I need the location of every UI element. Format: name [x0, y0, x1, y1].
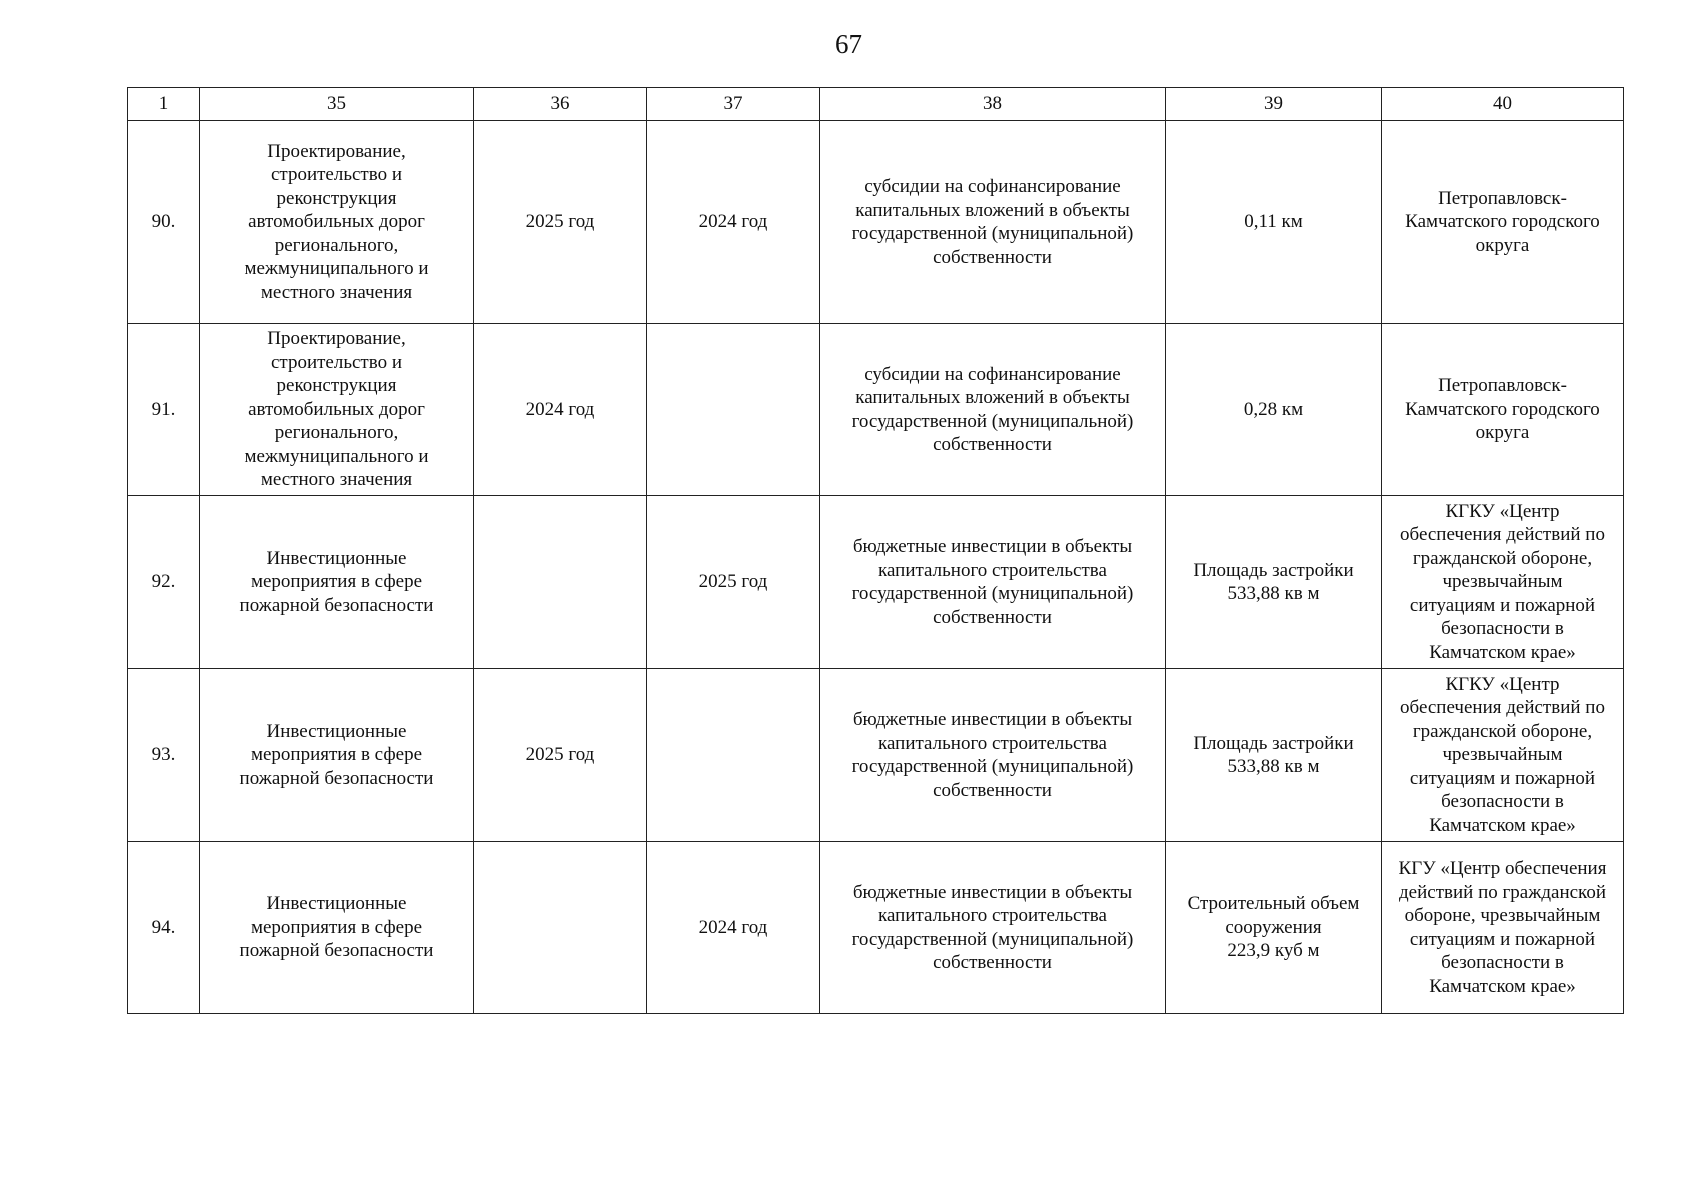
header-col-39: 39: [1166, 88, 1382, 121]
header-col-1: 1: [128, 88, 200, 121]
row-number: 92.: [128, 496, 200, 669]
recipient-cell: КГКУ «Центр обеспечения действий по гражданской обороне, чрезвычайным ситуациям и пожарной безопасности в Камчатском крае»: [1382, 669, 1624, 842]
table-row: [128, 324, 1624, 496]
recipient-cell: КГКУ «Центр обеспечения действий по гражданской обороне, чрезвычайным ситуациям и пожарной безопасности в Камчатском крае»: [1382, 496, 1624, 669]
year-36-cell: [474, 496, 647, 669]
header-col-40: 40: [1382, 88, 1624, 121]
table-row: [128, 121, 1624, 324]
year-37-cell: 2024 год: [647, 121, 820, 324]
year-37-cell: 2025 год: [647, 496, 820, 669]
capacity-cell: Площадь застройки 533,88 кв м: [1166, 669, 1382, 842]
header-col-36: 36: [474, 88, 647, 121]
funding-cell: бюджетные инвестиции в объекты капитального строительства государственной (муниципальной) собственности: [820, 842, 1166, 1014]
recipient-cell: Петропавловск- Камчатского городского округа: [1382, 324, 1624, 496]
recipient-cell: Петропавловск- Камчатского городского округа: [1382, 121, 1624, 324]
row-number: 94.: [128, 842, 200, 1014]
data-table: [127, 87, 1624, 1014]
header-col-35: 35: [200, 88, 474, 121]
activity-cell: Инвестиционные мероприятия в сфере пожарной безопасности: [200, 496, 474, 669]
activity-cell: Инвестиционные мероприятия в сфере пожарной безопасности: [200, 669, 474, 842]
year-36-cell: [474, 842, 647, 1014]
capacity-cell: Строительный объем сооружения 223,9 куб м: [1166, 842, 1382, 1014]
table-row: [128, 496, 1624, 669]
row-number: 90.: [128, 121, 200, 324]
year-36-cell: 2024 год: [474, 324, 647, 496]
funding-cell: бюджетные инвестиции в объекты капитального строительства государственной (муниципальной) собственности: [820, 496, 1166, 669]
row-number: 91.: [128, 324, 200, 496]
funding-cell: бюджетные инвестиции в объекты капитального строительства государственной (муниципальной) собственности: [820, 669, 1166, 842]
capacity-cell: Площадь застройки 533,88 кв м: [1166, 496, 1382, 669]
funding-cell: субсидии на софинансирование капитальных вложений в объекты государственной (муниципальной) собственности: [820, 121, 1166, 324]
funding-cell: субсидии на софинансирование капитальных вложений в объекты государственной (муниципальной) собственности: [820, 324, 1166, 496]
activity-cell: Проектирование, строительство и реконструкция автомобильных дорог регионального, межмуниципального и местного значения: [200, 324, 474, 496]
year-37-cell: [647, 669, 820, 842]
year-36-cell: 2025 год: [474, 121, 647, 324]
year-37-cell: 2024 год: [647, 842, 820, 1014]
activity-cell: Инвестиционные мероприятия в сфере пожарной безопасности: [200, 842, 474, 1014]
page-number: 67: [835, 29, 862, 59]
recipient-cell: КГУ «Центр обеспечения действий по гражданской обороне, чрезвычайным ситуациям и пожарной безопасности в Камчатском крае»: [1382, 842, 1624, 1014]
header-col-38: 38: [820, 88, 1166, 121]
year-36-cell: 2025 год: [474, 669, 647, 842]
row-number: 93.: [128, 669, 200, 842]
activity-cell: Проектирование, строительство и реконструкция автомобильных дорог регионального, межмуниципального и местного значения: [200, 121, 474, 324]
capacity-cell: 0,28 км: [1166, 324, 1382, 496]
capacity-cell: 0,11 км: [1166, 121, 1382, 324]
table-row: [128, 669, 1624, 842]
year-37-cell: [647, 324, 820, 496]
table-header-row: [128, 88, 1624, 121]
header-col-37: 37: [647, 88, 820, 121]
table-row: [128, 842, 1624, 1014]
